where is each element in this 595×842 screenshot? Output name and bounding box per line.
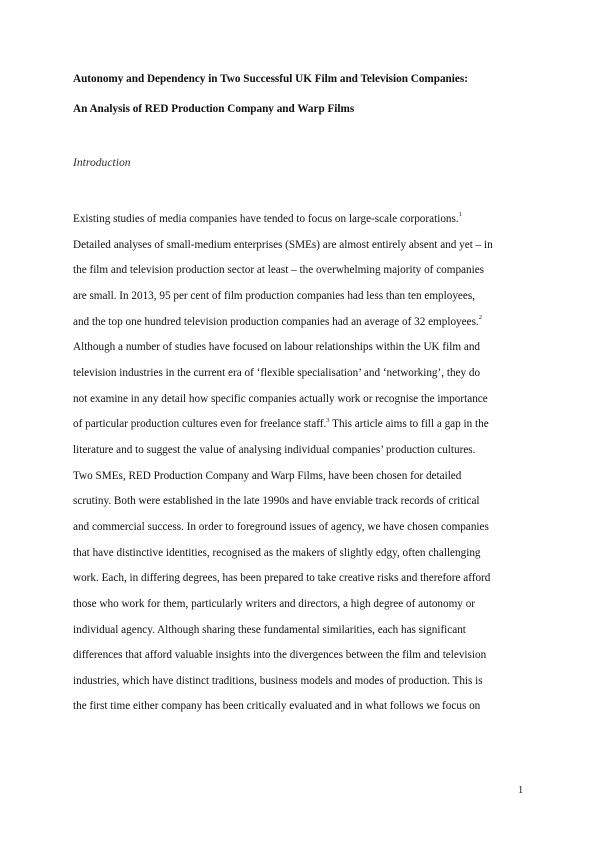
body-line-text: Two SMEs, RED Production Company and Warp Films, have been chosen for detailed: [73, 469, 462, 482]
body-line: [73, 515, 533, 541]
footnote-marker[interactable]: 2: [478, 313, 482, 321]
body-line-text: of particular production cultures even for freelance staff.: [73, 418, 327, 431]
body-line-text: television industries in the current era of ‘flexible specialisation’ and ‘networking’, they do: [73, 366, 481, 379]
body-line: [73, 233, 533, 259]
body-line: [73, 464, 533, 490]
body-line-text: not examine in any detail how specific companies actually work or recognise the importance: [73, 392, 488, 405]
body-line: [73, 566, 533, 592]
body-line-text: individual agency. Although sharing these fundamental similarities, each has significant: [73, 623, 466, 636]
body-line: [73, 361, 533, 387]
body-line: [73, 489, 533, 515]
body-line-text: Detailed analyses of small-medium enterprises (SMEs) are almost entirely absent and yet – in: [73, 238, 493, 251]
body-line-text: scrutiny. Both were established in the late 1990s and have enviable track records of critical: [73, 495, 480, 508]
body-line: [73, 207, 533, 233]
body-line: [73, 412, 533, 438]
body-line-text: Existing studies of media companies have tended to focus on large-scale corporations.: [73, 213, 459, 225]
body-line: [73, 258, 533, 284]
page-number: 1: [518, 785, 524, 796]
body-line: [73, 541, 533, 567]
body-line-text-continued: This article aims to fill a gap in the: [329, 418, 489, 431]
body-line: [73, 387, 533, 413]
body-line: [73, 310, 533, 336]
body-line-text: differences that afford valuable insights into the divergences between the film and television: [73, 649, 487, 662]
body-line-text: literature and to suggest the value of analysing individual companies’ production cultures.: [73, 443, 476, 456]
body-line-text: those who work for them, particularly writers and directors, a high degree of autonomy or: [73, 597, 476, 610]
body-line-text: the first time either company has been critically evaluated and in what follows we focus on: [73, 700, 481, 713]
section-heading: Introduction: [73, 156, 131, 169]
body-text: [73, 207, 533, 720]
body-line-text: work. Each, in differing degrees, has been prepared to take creative risks and therefore afford: [73, 572, 491, 585]
body-line: [73, 438, 533, 464]
body-line: [73, 669, 533, 695]
body-line-text: Although a number of studies have focused on labour relationships within the UK film and: [73, 341, 481, 354]
body-line: [73, 643, 533, 669]
body-line: [73, 618, 533, 644]
body-line: [73, 284, 533, 310]
body-line: [73, 335, 533, 361]
body-line-text: and the top one hundred television production companies had an average of 32 employees.: [73, 315, 479, 328]
body-line: [73, 694, 533, 720]
body-line: [73, 592, 533, 618]
body-line-text: and commercial success. In order to foreground issues of agency, we have chosen companies: [73, 520, 489, 533]
paper-title-line-1: Autonomy and Dependency in Two Successful UK Film and Television Companies:: [73, 73, 468, 85]
footnote-marker[interactable]: 3: [326, 416, 330, 424]
body-line-text: the film and television production sector at least – the overwhelming majority of companies: [73, 264, 485, 277]
paper-title-line-2: An Analysis of RED Production Company and Warp Films: [73, 103, 355, 115]
body-line-text: that have distinctive identities, recognised as the makers of slightly edgy, often challenging: [73, 546, 481, 559]
footnote-marker[interactable]: 1: [458, 211, 462, 219]
body-line-text: industries, which have distinct traditions, business models and modes of production. This is: [73, 674, 483, 687]
body-line-text: are small. In 2013, 95 per cent of film production companies had less than ten employees,: [73, 289, 476, 302]
